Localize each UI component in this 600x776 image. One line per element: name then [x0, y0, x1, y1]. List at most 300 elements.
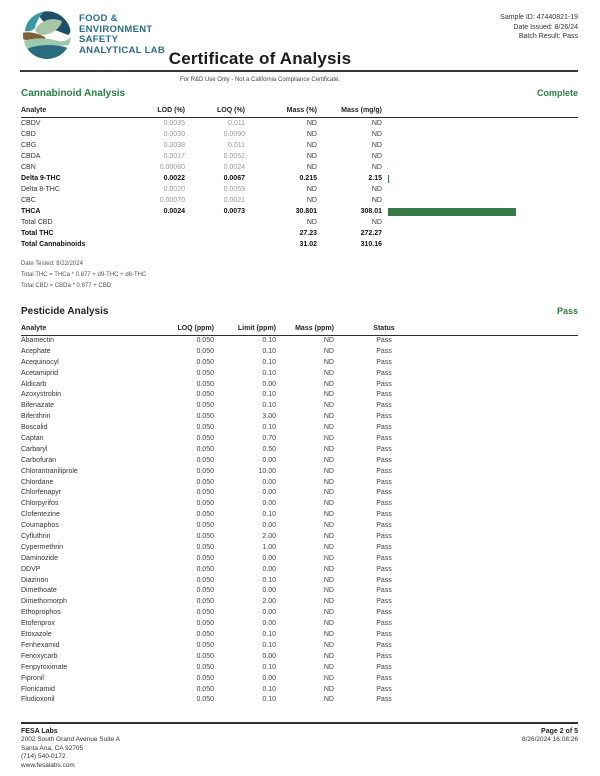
logo-line: SAFETY	[79, 34, 119, 45]
status-cell: Pass	[376, 369, 392, 377]
mass-bar	[388, 208, 516, 216]
limit-cell: 0.00	[262, 500, 276, 508]
status-cell: Pass	[376, 478, 392, 486]
mass-mgg-cell: 272.27	[360, 230, 382, 237]
footer-lab-info	[21, 727, 120, 770]
status-cell: Pass	[376, 467, 392, 475]
table-row	[21, 162, 578, 173]
status-cell: Pass	[376, 391, 392, 399]
limit-cell: 0.10	[262, 696, 276, 704]
limit-cell: 0.00	[262, 380, 276, 388]
mass-cell: ND	[323, 369, 334, 377]
analyte-cell: Abamectin	[21, 337, 55, 344]
loq-cell: 0.050	[196, 358, 214, 366]
mass-cell: ND	[323, 467, 334, 475]
loq-cell: 0.050	[196, 522, 214, 530]
header	[0, 0, 600, 70]
limit-cell: 0.00	[262, 620, 276, 628]
analyte-cell: Fipronil	[21, 674, 44, 682]
header-divider	[20, 70, 578, 72]
status-cell: Pass	[376, 500, 392, 508]
analyte-cell: CBDV	[21, 120, 41, 127]
table-row	[21, 184, 578, 195]
col-limit-ppm: Limit (ppm)	[237, 325, 276, 332]
table-row	[21, 608, 578, 619]
mass-cell: ND	[323, 380, 334, 388]
bar-cell	[382, 173, 578, 184]
table-row	[21, 586, 578, 597]
footer	[21, 722, 578, 770]
analyte-cell: Dimethoate	[21, 587, 57, 595]
table-row	[21, 336, 578, 347]
loq-cell: 0.050	[196, 445, 214, 453]
mass-cell: ND	[323, 522, 334, 530]
footer-address	[21, 736, 120, 770]
loq-cell: 0.050	[196, 587, 214, 595]
mass-mgg-cell: 310.16	[360, 241, 382, 248]
limit-cell: 0.50	[262, 445, 276, 453]
footer-address-line: Santa Ana, CA 92705	[21, 744, 84, 752]
table-row	[21, 641, 578, 652]
footer-timestamp: 8/26/2024 16:08:26	[521, 736, 578, 743]
mass-cell: ND	[323, 565, 334, 573]
limit-cell: 0.10	[262, 369, 276, 377]
analyte-cell: CBN	[21, 164, 36, 171]
status-cell: Pass	[376, 631, 392, 639]
limit-cell: 1.00	[262, 543, 276, 551]
loq-cell: 0.011	[228, 120, 245, 127]
loq-cell: 0.050	[196, 347, 214, 355]
loq-cell: 0.050	[196, 576, 214, 584]
mass-cell: ND	[323, 663, 334, 671]
lod-cell: 0.0017	[163, 153, 185, 160]
mass-bar	[388, 175, 389, 183]
analyte-cell: Azoxystrobin	[21, 391, 62, 399]
bar-cell	[382, 206, 578, 217]
status-cell: Pass	[376, 652, 392, 660]
table-row	[21, 195, 578, 206]
limit-cell: 0.10	[262, 358, 276, 366]
status-cell: Pass	[376, 456, 392, 464]
analyte-cell: Fenpyroximate	[21, 663, 68, 671]
status-cell: Pass	[376, 674, 392, 682]
footer-address-line: 2002 South Grand Avenue Suite A	[21, 736, 120, 743]
mass-cell: ND	[323, 620, 334, 628]
limit-cell: 0.10	[262, 576, 276, 584]
cannabinoid-section-title: Cannabinoid Analysis	[21, 88, 126, 99]
analyte-cell: Cypermethrin	[21, 543, 64, 551]
limit-cell: 0.70	[262, 435, 276, 443]
loq-cell: 0.050	[196, 631, 214, 639]
lod-cell: 0.00070	[159, 197, 185, 204]
note-line: Total CBD = CBDa * 0.877 + CBD	[21, 283, 112, 289]
mass-pct-cell: 30.801	[295, 208, 317, 215]
analyte-cell: Total THC	[21, 230, 54, 237]
table-row	[21, 369, 578, 380]
status-cell: Pass	[376, 358, 392, 366]
lod-cell: 0.0022	[163, 175, 185, 182]
limit-cell: 0.00	[262, 489, 276, 497]
page-title: Certificate of Analysis	[168, 49, 352, 68]
status-cell: Pass	[376, 424, 392, 432]
sample-meta-line: Sample ID: 47440821-19	[500, 14, 578, 21]
loq-cell: 0.0073	[223, 208, 245, 215]
mass-mgg-cell: 2.15	[368, 175, 382, 182]
loq-cell: 0.050	[196, 609, 214, 617]
table-row	[21, 467, 578, 478]
loq-cell: 0.050	[196, 413, 214, 421]
status-cell: Pass	[376, 576, 392, 584]
mass-cell: ND	[323, 587, 334, 595]
status-cell: Pass	[376, 587, 392, 595]
mass-cell: ND	[323, 358, 334, 366]
analyte-cell: CBC	[21, 197, 36, 204]
limit-cell: 0.00	[262, 554, 276, 562]
mass-mgg-cell: ND	[371, 219, 382, 226]
bar-cell	[382, 184, 578, 195]
col-loq: LOQ (%)	[217, 107, 245, 114]
table-row	[21, 239, 578, 250]
loq-cell: 0.050	[196, 489, 214, 497]
col-mass-mgg: Mass (mg/g)	[341, 107, 382, 114]
analyte-cell: Daminozide	[21, 554, 58, 562]
mass-cell: ND	[323, 511, 334, 519]
bar-cell	[382, 162, 578, 173]
mass-mgg-cell: ND	[371, 120, 382, 127]
pesticide-section-head	[21, 306, 578, 317]
status-cell: Pass	[376, 489, 392, 497]
mass-cell: ND	[323, 424, 334, 432]
analyte-cell: DDVP	[21, 565, 41, 573]
status-cell: Pass	[376, 533, 392, 541]
mass-cell: ND	[323, 533, 334, 541]
bar-cell	[382, 140, 578, 151]
footer-page-number: Page 2 of 5	[541, 728, 578, 735]
footer-address-line: www.fesalabs.com	[21, 761, 75, 769]
status-cell: Pass	[376, 641, 392, 649]
mass-mgg-cell: ND	[371, 153, 382, 160]
analyte-cell: Etofenprox	[21, 620, 55, 628]
table-row	[21, 206, 578, 217]
sample-meta-line: Batch Result: Pass	[518, 33, 578, 40]
analyte-cell: Chlorfenapyr	[21, 489, 62, 497]
lod-cell: 0.0030	[163, 131, 185, 138]
mass-cell: ND	[323, 500, 334, 508]
mass-cell: ND	[323, 631, 334, 639]
limit-cell: 0.10	[262, 631, 276, 639]
mass-cell: ND	[323, 696, 334, 704]
mass-cell: ND	[323, 609, 334, 617]
limit-cell: 0.00	[262, 522, 276, 530]
analyte-cell: Etoxazole	[21, 631, 52, 639]
loq-cell: 0.050	[196, 620, 214, 628]
limit-cell: 3.00	[262, 413, 276, 421]
limit-cell: 0.10	[262, 663, 276, 671]
mass-mgg-cell: ND	[371, 142, 382, 149]
analyte-cell: Acephate	[21, 347, 51, 355]
lod-cell: 0.0024	[163, 208, 185, 215]
mass-cell: ND	[323, 337, 334, 344]
table-row	[21, 488, 578, 499]
loq-cell: 0.050	[196, 467, 214, 475]
table-row	[21, 217, 578, 228]
table-row	[21, 510, 578, 521]
loq-cell: 0.0024	[223, 164, 245, 171]
table-row	[21, 674, 578, 685]
mass-pct-cell: ND	[306, 142, 317, 149]
mass-mgg-cell: ND	[371, 164, 382, 171]
analyte-cell: Dimethomorph	[21, 598, 67, 606]
limit-cell: 0.10	[262, 511, 276, 519]
status-cell: Pass	[376, 598, 392, 606]
mass-cell: ND	[323, 489, 334, 497]
limit-cell: 0.00	[262, 456, 276, 464]
cannabinoid-notes	[21, 259, 578, 292]
mass-pct-cell: ND	[306, 153, 317, 160]
loq-cell: 0.050	[196, 380, 214, 388]
footer-page-info	[522, 727, 578, 770]
limit-cell: 0.10	[262, 424, 276, 432]
loq-cell: 0.0090	[223, 131, 245, 138]
lod-cell: 0.00080	[159, 164, 185, 171]
limit-cell: 2.00	[262, 533, 276, 541]
table-row	[21, 347, 578, 358]
analyte-cell: Clofentezine	[21, 511, 60, 519]
table-row	[21, 140, 578, 151]
loq-cell: 0.050	[196, 696, 214, 704]
loq-cell: 0.011	[228, 142, 245, 149]
bar-cell	[382, 195, 578, 206]
mass-cell: ND	[323, 554, 334, 562]
lod-cell: 0.0038	[163, 142, 185, 149]
loq-cell: 0.0021	[223, 197, 245, 204]
loq-cell: 0.050	[196, 391, 214, 399]
table-row	[21, 543, 578, 554]
table-row	[21, 434, 578, 445]
mass-cell: ND	[323, 652, 334, 660]
analyte-cell: Delta 8-THC	[21, 186, 60, 193]
pesticide-table	[21, 325, 578, 706]
bar-cell	[382, 228, 578, 239]
note-line: Total THC = THCa * 0.877 + d9-THC + d8-THC	[21, 272, 147, 278]
loq-cell: 0.050	[196, 543, 214, 551]
sample-meta	[500, 13, 578, 42]
limit-cell: 0.10	[262, 641, 276, 649]
loq-cell: 0.050	[196, 337, 214, 344]
analyte-cell: Coumaphos	[21, 522, 59, 530]
loq-cell: 0.050	[196, 674, 214, 682]
pesticide-section-title: Pesticide Analysis	[21, 306, 109, 317]
col-mass-pct: Mass (%)	[286, 107, 317, 114]
analyte-cell: Chlorantraniliprole	[21, 467, 78, 475]
table-row	[21, 554, 578, 565]
mass-cell: ND	[323, 402, 334, 410]
mass-cell: ND	[323, 445, 334, 453]
analyte-cell: Acequinocyl	[21, 358, 59, 366]
analyte-cell: Carbaryl	[21, 445, 48, 453]
col-loq-ppm: LOQ (ppm)	[177, 325, 214, 332]
cannabinoid-table-header	[21, 107, 578, 118]
pesticide-table-body	[21, 336, 578, 706]
analyte-cell: Fenoxycarb	[21, 652, 58, 660]
loq-cell: 0.050	[196, 500, 214, 508]
loq-cell: 0.0052	[223, 153, 245, 160]
analyte-cell: Diazinon	[21, 576, 49, 584]
mass-cell: ND	[323, 347, 334, 355]
lod-cell: 0.0035	[163, 120, 185, 127]
col-analyte: Analyte	[21, 325, 47, 332]
loq-cell: 0.050	[196, 663, 214, 671]
col-status: Status	[373, 325, 395, 332]
status-cell: Pass	[376, 347, 392, 355]
loq-cell: 0.0059	[223, 186, 245, 193]
table-row	[21, 663, 578, 674]
limit-cell: 0.10	[262, 402, 276, 410]
table-row	[21, 685, 578, 696]
loq-cell: 0.050	[196, 478, 214, 486]
analyte-cell: Ethoprophos	[21, 609, 61, 617]
mass-pct-cell: 0.215	[299, 175, 317, 182]
table-row	[21, 412, 578, 423]
loq-cell: 0.050	[196, 456, 214, 464]
mass-cell: ND	[323, 598, 334, 606]
table-row	[21, 695, 578, 706]
bar-cell	[382, 217, 578, 228]
logo-line: FOOD &	[79, 13, 118, 24]
mass-cell: ND	[323, 641, 334, 649]
status-cell: Pass	[376, 543, 392, 551]
footer-address-line: (714) 540-0172	[21, 753, 66, 761]
note-line: Date Tested: 8/22/2024	[21, 261, 83, 267]
mass-mgg-cell: 308.01	[360, 208, 382, 215]
mass-pct-cell: ND	[306, 219, 317, 226]
table-row	[21, 565, 578, 576]
analyte-cell: Fenhexamid	[21, 641, 60, 649]
bar-cell	[382, 129, 578, 140]
analyte-cell: Bifenazate	[21, 402, 55, 410]
pesticide-status-badge: Pass	[556, 306, 578, 316]
loq-cell: 0.050	[196, 402, 214, 410]
table-row	[21, 173, 578, 184]
loq-cell: 0.050	[196, 511, 214, 519]
status-cell: Pass	[376, 511, 392, 519]
mass-pct-cell: ND	[306, 164, 317, 171]
table-row	[21, 390, 578, 401]
limit-cell: 0.00	[262, 674, 276, 682]
table-row	[21, 521, 578, 532]
table-row	[21, 478, 578, 489]
analyte-cell: Cyfluthrin	[21, 533, 51, 541]
cannabinoid-status-badge: Complete	[536, 88, 578, 98]
loq-cell: 0.050	[196, 435, 214, 443]
mass-pct-cell: ND	[306, 131, 317, 138]
analyte-cell: Total CBD	[21, 219, 53, 226]
sample-meta-line: Date Issued: 8/26/24	[513, 23, 578, 31]
analyte-cell: CBG	[21, 142, 37, 149]
table-row	[21, 652, 578, 663]
table-row	[21, 358, 578, 369]
table-row	[21, 619, 578, 630]
status-cell: Pass	[376, 337, 392, 344]
status-cell: Pass	[376, 609, 392, 617]
analyte-cell: Carbofuran	[21, 456, 57, 464]
analyte-cell: Chlorpyrifos	[21, 500, 59, 508]
table-row	[21, 630, 578, 641]
table-row	[21, 423, 578, 434]
limit-cell: 0.00	[262, 565, 276, 573]
status-cell: Pass	[376, 435, 392, 443]
footer-lab-name: FESA Labs	[21, 728, 58, 735]
table-row	[21, 129, 578, 140]
mass-mgg-cell: ND	[371, 186, 382, 193]
col-lod: LOD (%)	[157, 107, 185, 114]
loq-cell: 0.050	[196, 652, 214, 660]
status-cell: Pass	[376, 445, 392, 453]
table-row	[21, 597, 578, 608]
limit-cell: 0.10	[262, 685, 276, 693]
compliance-subtitle: For R&D Use Only - Not a California Compliance Certificate.	[179, 77, 341, 83]
loq-cell: 0.050	[196, 424, 214, 432]
status-cell: Pass	[376, 413, 392, 421]
lod-cell: 0.0020	[163, 186, 185, 193]
mass-cell: ND	[323, 543, 334, 551]
loq-cell: 0.050	[196, 641, 214, 649]
pesticide-table-header	[21, 325, 578, 336]
status-cell: Pass	[376, 663, 392, 671]
status-cell: Pass	[376, 565, 392, 573]
mass-mgg-cell: ND	[371, 131, 382, 138]
table-row	[21, 532, 578, 543]
analyte-cell: Total Cannabinoids	[21, 241, 86, 248]
cannabinoid-section-head	[21, 88, 578, 99]
loq-cell: 0.050	[196, 685, 214, 693]
table-row	[21, 456, 578, 467]
col-analyte: Analyte	[21, 107, 47, 114]
status-cell: Pass	[376, 620, 392, 628]
mass-cell: ND	[323, 478, 334, 486]
status-cell: Pass	[376, 522, 392, 530]
table-row	[21, 228, 578, 239]
analyte-cell: Flonicamid	[21, 685, 55, 693]
limit-cell: 0.10	[262, 347, 276, 355]
mass-pct-cell: 31.02	[299, 241, 317, 248]
table-row	[21, 118, 578, 129]
analyte-cell: CBD	[21, 131, 36, 138]
analyte-cell: Captan	[21, 435, 44, 443]
loq-cell: 0.050	[196, 554, 214, 562]
mass-cell: ND	[323, 674, 334, 682]
mass-cell: ND	[323, 456, 334, 464]
limit-cell: 0.10	[262, 337, 276, 344]
table-row	[21, 151, 578, 162]
mass-cell: ND	[323, 576, 334, 584]
logo-line: ANALYTICAL LAB	[79, 44, 166, 56]
status-cell: Pass	[376, 402, 392, 410]
loq-cell: 0.0067	[223, 175, 245, 182]
mass-mgg-cell: ND	[371, 197, 382, 204]
limit-cell: 0.00	[262, 609, 276, 617]
analyte-cell: Bifenthrin	[21, 413, 51, 421]
cannabinoid-table-body	[21, 118, 578, 250]
status-cell: Pass	[376, 685, 392, 693]
status-cell: Pass	[376, 696, 392, 704]
table-row	[21, 445, 578, 456]
mass-cell: ND	[323, 391, 334, 399]
status-cell: Pass	[376, 554, 392, 562]
mass-cell: ND	[323, 435, 334, 443]
limit-cell: 0.00	[262, 587, 276, 595]
analyte-cell: Chlordane	[21, 478, 54, 486]
